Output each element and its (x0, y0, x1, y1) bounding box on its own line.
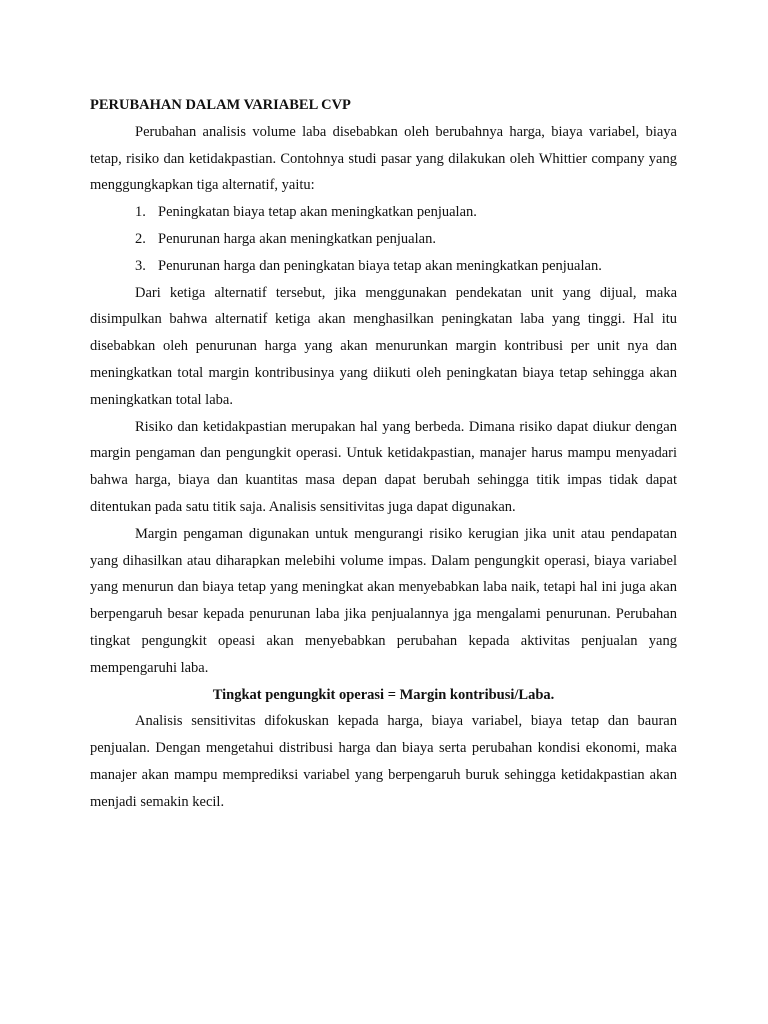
section-heading: PERUBAHAN DALAM VARIABEL CVP (90, 97, 351, 113)
list-item (90, 253, 677, 280)
list-item-number: 1. (135, 204, 146, 221)
alternatives-list (90, 199, 677, 279)
paragraph-risk-uncertainty: Risiko dan ketidakpastian merupakan hal yang berbeda. Dimana risiko dapat diukur dengan margin pengaman dan pengungkit operasi. Untuk ketidakpastian, manajer harus mampu menyadari bahwa harga, biaya dan kuantitas masa depan dapat berubah sehingga titik impas tidak dapat ditentukan pada satu titik saja. Analisis sensitivitas juga dapat digunakan. (90, 418, 677, 515)
list-item-number: 3. (135, 257, 146, 274)
list-item-text: Penurunan harga akan meningkatkan penjualan. (158, 230, 436, 247)
list-item (90, 226, 677, 253)
document-body (90, 92, 677, 816)
paragraph-alternative-conclusion: Dari ketiga alternatif tersebut, jika menggunakan pendekatan unit yang dijual, maka disimpulkan bahwa alternatif ketiga akan menghasilkan peningkatan laba yang tinggi. Hal itu disebabkan oleh penurunan harga yang akan menurunkan margin kontribusi per unit nya dan meningkatkan total margin kontribusinya yang diikuti oleh peningkatan biaya tetap sehingga akan meningkatkan total laba. (90, 284, 677, 408)
intro-paragraph: Perubahan analisis volume laba disebabkan oleh berubahnya harga, biaya variabel, biaya tetap, risiko dan ketidakpastian. Contohnya studi pasar yang dilakukan oleh Whittier company yang menggungkapkan tiga alternatif, yaitu: (90, 123, 677, 194)
list-item-number: 2. (135, 230, 146, 247)
paragraph-margin-of-safety: Margin pengaman digunakan untuk mengurangi risiko kerugian jika unit atau pendapatan yang dihasilkan atau diharapkan melebihi volume impas. Dalam pengungkit operasi, biaya variabel yang menurun dan biaya tetap yang meningkat akan menyebabkan laba naik, tetapi hal ini juga akan berpengaruh besar kepada penurunan laba jika penjualannya jga mengalami penurunan. Perubahan tingkat pengungkit opeasi akan menyebabkan perubahan kepada aktivitas penjualan yang mempengaruhi laba. (90, 525, 677, 676)
paragraph-sensitivity-analysis: Analisis sensitivitas difokuskan kepada harga, biaya variabel, biaya tetap dan bauran penjualan. Dengan mengetahui distribusi harga dan biaya serta perubahan kondisi ekonomi, maka manajer akan mampu memprediksi variabel yang berpengaruh buruk sehingga ketidakpastian akan menjadi semakin kecil. (90, 713, 677, 810)
list-item (90, 199, 677, 226)
list-item-text: Peningkatan biaya tetap akan meningkatkan penjualan. (158, 204, 477, 221)
list-item-text: Penurunan harga dan peningkatan biaya tetap akan meningkatkan penjualan. (158, 257, 602, 274)
formula-line: Tingkat pengungkit operasi = Margin kontribusi/Laba. (212, 686, 555, 703)
